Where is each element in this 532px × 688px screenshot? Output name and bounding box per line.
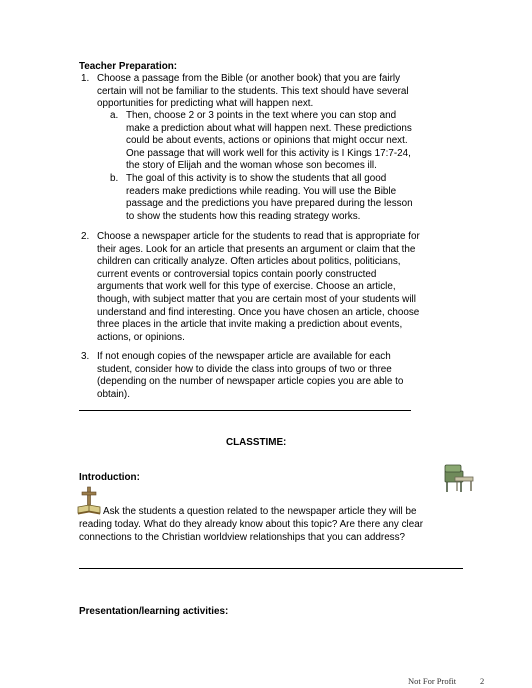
item-2-line: understand and find interesting. Once you have chosen an article, choose xyxy=(97,306,420,318)
item-2-text xyxy=(97,231,420,344)
item-1a-line: make a prediction about what will happen next. These predictions xyxy=(126,122,412,134)
student-desk-icon xyxy=(442,463,476,493)
item-1-line: certain will not be familiar to the students. This text should have several xyxy=(97,85,409,97)
item-2-number: 2. xyxy=(81,231,90,242)
item-1a-line: could be about events, actions or opinions that might occur next. xyxy=(126,135,408,147)
item-2-line: children can critically analyze. Often articles about politics, politicians, xyxy=(97,256,401,268)
item-3-line: If not enough copies of the newspaper article are available for each xyxy=(97,351,391,362)
item-1b-line: to show the students how this reading strategy works. xyxy=(126,210,361,222)
introduction-line: Ask the students a question related to the newspaper article they will be xyxy=(103,506,417,517)
item-1b-line: The goal of this activity is to show the students that all good xyxy=(126,173,387,184)
item-1-number: 1. xyxy=(81,73,90,84)
item-2-line: three places in the article that invite making a prediction about events, xyxy=(97,319,403,331)
item-3-line: student, consider how to divide the class into groups of two or three xyxy=(97,363,392,375)
item-2-line: current events or controversial topics contain poorly constructed xyxy=(97,268,377,280)
teacher-prep-heading: Teacher Preparation: xyxy=(79,61,178,72)
classtime-heading: CLASSTIME: xyxy=(226,437,287,448)
item-1b-marker: b. xyxy=(110,173,119,184)
item-2-line: arguments that work well for this type of exercise. Choose an article, xyxy=(97,281,396,293)
item-1a-line: Then, choose 2 or 3 points in the text where you can stop and xyxy=(126,110,397,121)
introduction-text-cont xyxy=(79,519,423,544)
item-2-line: though, with subject matter that you are certain most of your students will xyxy=(97,293,416,305)
item-1-line: Choose a passage from the Bible (or another book) that you are fairly xyxy=(97,73,401,84)
introduction-line: connections to the Christian worldview relationships that you can address? xyxy=(79,531,406,543)
introduction-text xyxy=(103,506,416,519)
section-divider xyxy=(79,410,411,411)
item-1-line: opportunities for predicting what will happen next. xyxy=(97,98,314,110)
item-2-line: their ages. Look for an article that presents an argument or claim that the xyxy=(97,243,416,255)
item-3-line: (depending on the number of newspaper article copies you are able to xyxy=(97,376,404,388)
item-1b-line: readers make predictions while reading. You will use the Bible xyxy=(126,185,397,197)
presentation-heading: Presentation/learning activities: xyxy=(79,606,229,617)
item-1a-line: the story of Elijah and the woman whose son becomes ill. xyxy=(126,160,377,172)
item-3-number: 3. xyxy=(81,351,90,362)
introduction-line: reading today. What do they already know about this topic? Are there any clear xyxy=(79,519,423,530)
item-1a-marker: a. xyxy=(110,110,119,121)
item-2-line: Choose a newspaper article for the students to read that is appropriate for xyxy=(97,231,420,242)
cross-bible-icon xyxy=(76,486,102,516)
item-1b-text xyxy=(126,173,413,223)
page-number: 2 xyxy=(480,676,485,686)
item-1-text xyxy=(97,73,409,111)
item-1a-text xyxy=(126,110,412,173)
footer-label: Not For Profit xyxy=(408,676,457,686)
item-3-text xyxy=(97,351,403,401)
section-divider xyxy=(79,568,463,569)
item-2-line: actions, or opinions. xyxy=(97,331,185,343)
item-1a-line: One passage that will work well for this activity is I Kings 17:7-24, xyxy=(126,147,411,159)
introduction-heading: Introduction: xyxy=(79,472,140,483)
item-3-line: obtain). xyxy=(97,388,130,400)
item-1b-line: passage and the predictions you have prepared during the lesson xyxy=(126,198,413,210)
